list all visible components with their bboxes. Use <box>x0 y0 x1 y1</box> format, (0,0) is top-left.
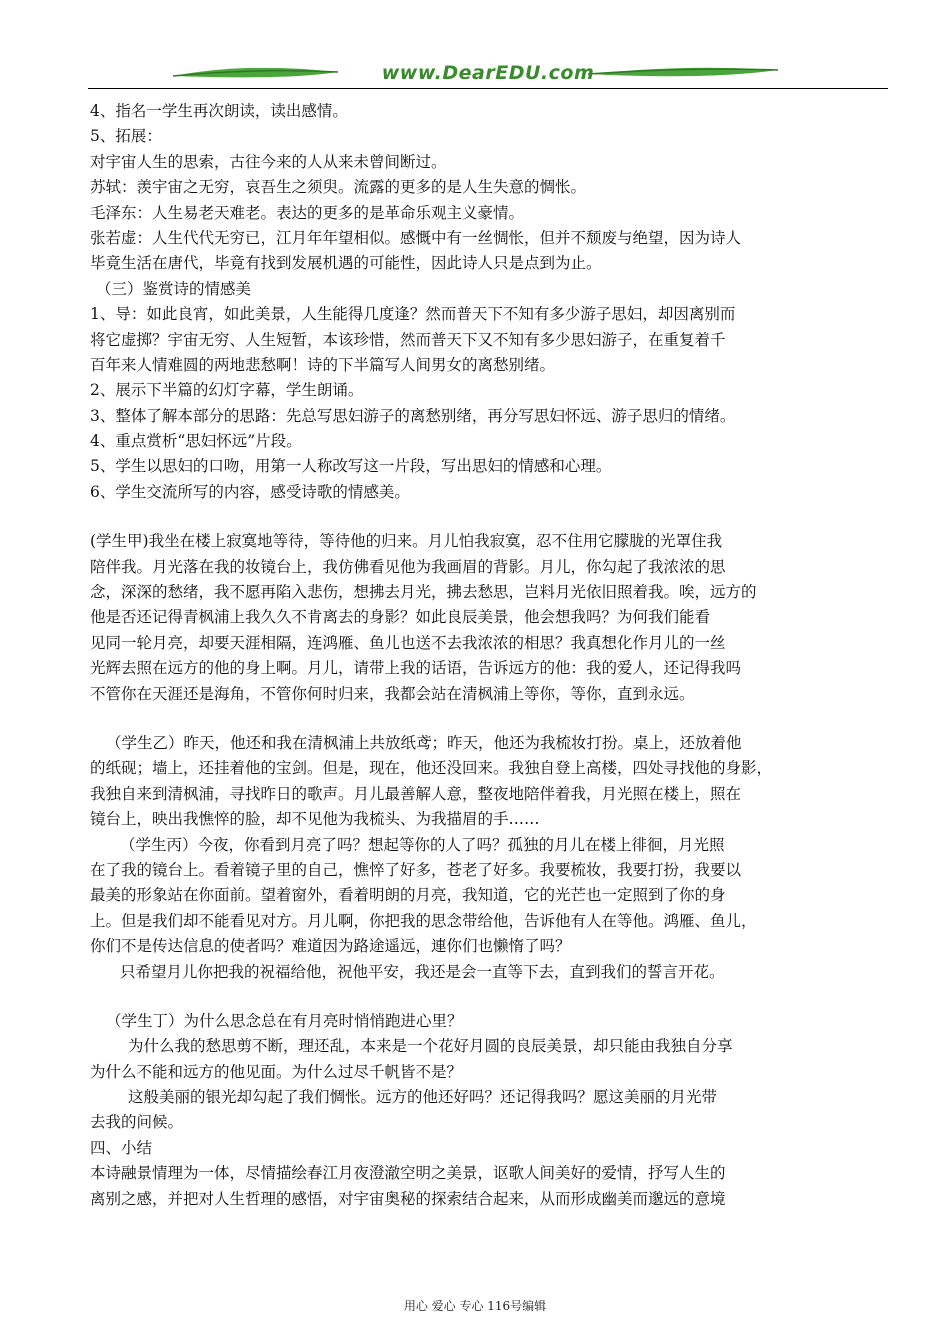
page-footer: 用心 爱心 专心 116号编辑 <box>403 1299 547 1313</box>
text-line: 你们不是传达信息的使者吗？难道因为路途遥远，連你们也懒惰了吗？ <box>90 937 571 956</box>
section-heading: （三）鉴赏诗的情感美 <box>96 279 252 298</box>
text-line: （学生丙）今夜，你看到月亮了吗？想起等你的人了吗？孤独的月儿在楼上徘徊，月光照 <box>120 835 725 854</box>
site-logo[interactable]: www.DearEDU.com <box>381 62 595 84</box>
text-line: 离别之感，并把对人生哲理的感悟，对宇宙奥秘的探索结合起来，从而形成幽美而邈远的意境 <box>90 1189 726 1208</box>
text-line: 为什么我的愁思剪不断，理还乱，本来是一个花好月圆的良辰美景，却只能由我独自分享 <box>128 1037 733 1056</box>
paragraph-gap <box>90 505 870 529</box>
text-line: 毕竟生活在唐代，毕竟有找到发展机遇的可能性，因此诗人只是点到为止。 <box>90 254 602 273</box>
text-line: 陪伴我。月光落在我的妆镜台上，我仿佛看见他为我画眉的背影。月儿，你勾起了我浓浓的思 <box>90 557 726 576</box>
text-line: 为什么不能和远方的他见面。为什么过尽千帆皆不是？ <box>90 1062 463 1081</box>
text-line: 在了我的镜台上。看着镜子里的自己，憔悴了好多，苍老了好多。我要梳妆，我要打扮，我要以 <box>90 860 742 879</box>
text-line: 这般美丽的银光却勾起了我们惆怅。远方的他还好吗？还记得我吗？愿这美丽的月光带 <box>128 1088 718 1107</box>
text-line: 3、整体了解本部分的思路：先总写思妇游子的离愁别绪，再分写思妇怀远、游子思归的情绪。 <box>90 406 736 425</box>
text-line: 5、学生以思妇的口吻，用第一人称改写这一片段，写出思妇的情感和心理。 <box>90 457 612 476</box>
text-line: 最美的形象站在你面前。望着窗外，看着明朗的月亮，我知道，它的光芒也一定照到了你的身 <box>90 886 726 905</box>
text-line: （学生丁）为什么思念总在有月亮时悄悄跑进心里？ <box>106 1011 463 1030</box>
site-header-banner <box>88 54 888 92</box>
text-line: 4、重点赏析“思妇怀远”片段。 <box>90 432 302 451</box>
header-rule <box>88 88 888 89</box>
text-line: 上。但是我们却不能看见对方。月儿啊，你把我的思念带给他，告诉他有人在等他。鸿雁、鱼儿， <box>90 911 757 930</box>
text-line: 6、学生交流所写的内容，感受诗歌的情感美。 <box>90 482 410 501</box>
text-line: 百年来人情难圆的两地悲愁啊！诗的下半篇写人间男女的离愁别绪。 <box>90 355 556 374</box>
text-line: 见同一轮月亮，却要天涯相隔，连鸿雁、鱼儿也送不去我浓浓的相思？我真想化作月儿的一丝 <box>90 633 726 652</box>
paragraph-gap <box>90 707 870 731</box>
text-line: (学生甲)我坐在楼上寂寞地等待，等待他的归来。月儿怕我寂寞，忍不住用它朦胧的光罩住我 <box>90 532 723 551</box>
text-line: （学生乙）昨天，他还和我在清枫浦上共放纸鸢；昨天，他还为我梳妆打扮。桌上，还放着他 <box>106 733 742 752</box>
text-line: 苏轼：羡宇宙之无穷，哀吾生之须臾。流露的更多的是人生失意的惆怅。 <box>90 178 587 197</box>
text-line: 2、展示下半篇的幻灯字幕，学生朗诵。 <box>90 381 364 400</box>
text-line: 去我的问候。 <box>90 1113 184 1132</box>
text-line: 毛泽东：人生易老天难老。表达的更多的是革命乐观主义豪情。 <box>90 203 525 222</box>
text-line: 念，深深的愁绪，我不愿再陷入悲伤，想拂去月光，拂去愁思，岂料月光依旧照着我。唉，远方的 <box>90 583 757 602</box>
section-heading: 四、小结 <box>90 1138 153 1157</box>
text-line: 张若虚：人生代代无穷已，江月年年望相似。感慨中有一丝惆怅，但并不颓废与绝望，因为诗人 <box>90 228 742 247</box>
text-line: 我独自来到清枫浦，寻找昨日的歌声。月儿最善解人意，整夜地陪伴着我，月光照在楼上，照在 <box>90 784 742 803</box>
text-line: 本诗融景情理为一体，尽情描绘春江月夜澄澈空明之美景，讴歌人间美好的爱情，抒写人生的 <box>90 1164 726 1183</box>
text-line: 1、导：如此良宵，如此美景，人生能得几度逢？然而普天下不知有多少游子思妇，却因离别而 <box>90 305 736 324</box>
text-line: 镜台上，映出我憔悴的脸，却不见他为我梳头、为我描眉的手…… <box>90 810 540 829</box>
text-line: 将它虚掷？宇宙无穷、人生短暂，本该珍惜，然而普天下又不知有多少思妇游子，在重复着千 <box>90 330 726 349</box>
text-line: 他是否还记得青枫浦上我久久不肯离去的身影？如此良辰美景，他会想我吗？为何我们能看 <box>90 608 711 627</box>
document-body <box>90 99 870 1212</box>
paragraph-gap <box>90 985 870 1009</box>
text-line: 4、指名一学生再次朗读，读出感情。 <box>90 102 348 120</box>
text-line: 只希望月儿你把我的祝福给他，祝他平安，我还是会一直等下去，直到我们的誓言开花。 <box>120 962 725 981</box>
text-line: 对宇宙人生的思索，古往今来的人从来未曾间断过。 <box>90 152 447 171</box>
text-line: 光辉去照在远方的他的身上啊。月儿，请带上我的话语，告诉远方的他：我的爱人，还记得我吗 <box>90 659 742 678</box>
text-line: 5、拓展： <box>90 127 162 146</box>
text-line: 的纸砚；墙上，还挂着他的宝剑。但是，现在，他还没回来。我独自登上高楼，四处寻找他的身影， <box>90 759 773 778</box>
text-line: 不管你在天涯还是海角，不管你何时归来，我都会站在清枫浦上等你，等你，直到永远。 <box>90 684 695 703</box>
